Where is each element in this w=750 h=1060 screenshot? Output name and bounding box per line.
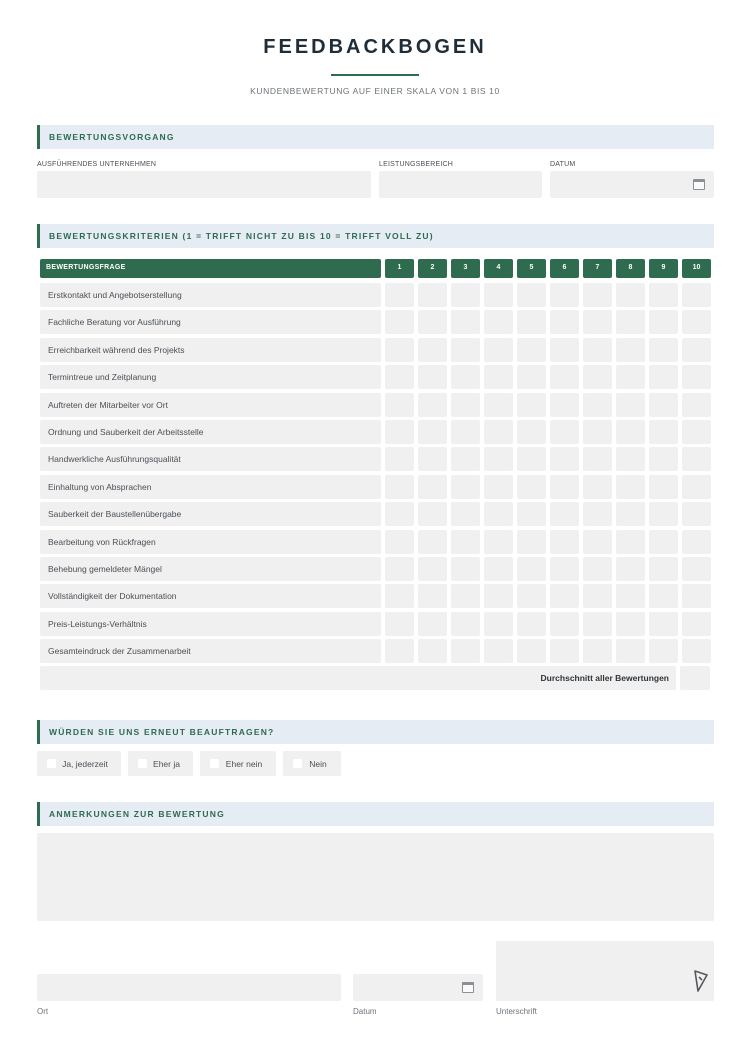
- rating-cell-q6-10[interactable]: [682, 420, 711, 444]
- date-field[interactable]: [550, 171, 714, 198]
- pen-icon: [693, 970, 709, 992]
- rating-cell-q12-7[interactable]: [583, 584, 612, 608]
- question-13: Preis-Leistungs-Verhältnis: [40, 612, 381, 636]
- rating-cell-q13-1[interactable]: [385, 612, 414, 636]
- rating-cell-q7-3[interactable]: [451, 447, 480, 471]
- rating-cell-q8-9[interactable]: [649, 475, 678, 499]
- rating-cell-q5-4[interactable]: [484, 393, 513, 417]
- rating-cell-q6-5[interactable]: [517, 420, 546, 444]
- rating-cell-q14-4[interactable]: [484, 639, 513, 663]
- section-process-header: [37, 125, 714, 149]
- calendar-icon[interactable]: [693, 179, 705, 190]
- page-title: FEEDBACKBOGEN: [263, 36, 487, 58]
- rating-cell-q11-7[interactable]: [583, 557, 612, 581]
- rating-cell-q8-4[interactable]: [484, 475, 513, 499]
- rating-cell-q5-3[interactable]: [451, 393, 480, 417]
- rating-cell-q5-6[interactable]: [550, 393, 579, 417]
- rating-cell-q8-6[interactable]: [550, 475, 579, 499]
- rating-cell-q11-4[interactable]: [484, 557, 513, 581]
- rating-cell-q4-5[interactable]: [517, 365, 546, 389]
- rating-cell-q10-3[interactable]: [451, 530, 480, 554]
- rating-cell-q2-3[interactable]: [451, 310, 480, 334]
- rating-cell-q8-5[interactable]: [517, 475, 546, 499]
- rating-cell-q1-10[interactable]: [682, 283, 711, 307]
- date-label: DATUM: [550, 161, 576, 168]
- rating-cell-q9-3[interactable]: [451, 502, 480, 526]
- rating-cell-q10-4[interactable]: [484, 530, 513, 554]
- rating-cell-q14-7[interactable]: [583, 639, 612, 663]
- signature-label: Unterschrift: [496, 1007, 537, 1016]
- title-underline: [331, 74, 419, 76]
- rating-cell-q3-8[interactable]: [616, 338, 645, 362]
- rating-cell-q7-1[interactable]: [385, 447, 414, 471]
- rating-cell-q11-5[interactable]: [517, 557, 546, 581]
- rating-cell-q8-1[interactable]: [385, 475, 414, 499]
- rating-cell-q14-1[interactable]: [385, 639, 414, 663]
- rating-cell-q4-2[interactable]: [418, 365, 447, 389]
- question-11: Behebung gemeldeter Mängel: [40, 557, 381, 581]
- rating-cell-q2-7[interactable]: [583, 310, 612, 334]
- rating-cell-q13-9[interactable]: [649, 612, 678, 636]
- rating-cell-q4-10[interactable]: [682, 365, 711, 389]
- rating-cell-q3-1[interactable]: [385, 338, 414, 362]
- rating-cell-q5-7[interactable]: [583, 393, 612, 417]
- rating-cell-q12-3[interactable]: [451, 584, 480, 608]
- rating-cell-q3-4[interactable]: [484, 338, 513, 362]
- rating-cell-q10-6[interactable]: [550, 530, 579, 554]
- rating-cell-q11-9[interactable]: [649, 557, 678, 581]
- rating-cell-q1-5[interactable]: [517, 283, 546, 307]
- rating-cell-q3-7[interactable]: [583, 338, 612, 362]
- question-10: Bearbeitung von Rückfragen: [40, 530, 381, 554]
- rating-cell-q2-9[interactable]: [649, 310, 678, 334]
- question-6: Ordnung und Sauberkeit der Arbeitsstelle: [40, 420, 381, 444]
- company-field[interactable]: [37, 171, 371, 198]
- rating-cell-q4-9[interactable]: [649, 365, 678, 389]
- rating-cell-q4-3[interactable]: [451, 365, 480, 389]
- rating-cell-q13-2[interactable]: [418, 612, 447, 636]
- signature-date-field[interactable]: [353, 974, 483, 1001]
- rating-cell-q7-7[interactable]: [583, 447, 612, 471]
- question-8: Einhaltung von Absprachen: [40, 475, 381, 499]
- rating-cell-q14-6[interactable]: [550, 639, 579, 663]
- rating-cell-q6-7[interactable]: [583, 420, 612, 444]
- page-subtitle: KUNDENBEWERTUNG AUF EINER SKALA VON 1 BIS 10: [250, 86, 500, 96]
- average-label: Durchschnitt aller Bewertungen: [40, 666, 676, 690]
- rating-cell-q1-6[interactable]: [550, 283, 579, 307]
- rating-cell-q7-9[interactable]: [649, 447, 678, 471]
- rating-cell-q12-5[interactable]: [517, 584, 546, 608]
- rating-cell-q9-10[interactable]: [682, 502, 711, 526]
- question-7: Handwerkliche Ausführungsqualität: [40, 447, 381, 471]
- rating-cell-q12-2[interactable]: [418, 584, 447, 608]
- place-label: Ort: [37, 1007, 49, 1016]
- signature-field[interactable]: [496, 941, 714, 1001]
- rating-cell-q9-4[interactable]: [484, 502, 513, 526]
- rating-cell-q12-10[interactable]: [682, 584, 711, 608]
- rating-cell-q6-1[interactable]: [385, 420, 414, 444]
- rating-cell-q9-7[interactable]: [583, 502, 612, 526]
- rating-cell-q9-6[interactable]: [550, 502, 579, 526]
- rating-cell-q11-6[interactable]: [550, 557, 579, 581]
- rehire-option-2[interactable]: [128, 751, 193, 776]
- service-field[interactable]: [379, 171, 542, 198]
- rating-cell-q5-10[interactable]: [682, 393, 711, 417]
- rating-cell-q12-4[interactable]: [484, 584, 513, 608]
- rating-cell-q14-3[interactable]: [451, 639, 480, 663]
- rating-cell-q3-6[interactable]: [550, 338, 579, 362]
- rating-cell-q2-1[interactable]: [385, 310, 414, 334]
- rating-cell-q7-5[interactable]: [517, 447, 546, 471]
- scale-header-10: 10: [682, 259, 711, 278]
- rating-cell-q11-10[interactable]: [682, 557, 711, 581]
- rating-cell-q5-2[interactable]: [418, 393, 447, 417]
- rating-cell-q1-8[interactable]: [616, 283, 645, 307]
- rating-cell-q7-2[interactable]: [418, 447, 447, 471]
- rating-cell-q6-6[interactable]: [550, 420, 579, 444]
- rehire-option-label: Eher ja: [153, 759, 180, 769]
- rating-cell-q7-8[interactable]: [616, 447, 645, 471]
- question-14: Gesamteindruck der Zusammenarbeit: [40, 639, 381, 663]
- rating-cell-q12-6[interactable]: [550, 584, 579, 608]
- rating-cell-q12-9[interactable]: [649, 584, 678, 608]
- rating-cell-q13-3[interactable]: [451, 612, 480, 636]
- rating-cell-q1-4[interactable]: [484, 283, 513, 307]
- rehire-option-label: Eher nein: [225, 759, 263, 769]
- rating-cell-q12-8[interactable]: [616, 584, 645, 608]
- rating-cell-q14-5[interactable]: [517, 639, 546, 663]
- rehire-option-3[interactable]: [200, 751, 276, 776]
- rating-cell-q13-5[interactable]: [517, 612, 546, 636]
- scale-header-5: 5: [517, 259, 546, 278]
- rating-cell-q10-5[interactable]: [517, 530, 546, 554]
- rating-cell-q4-4[interactable]: [484, 365, 513, 389]
- rating-cell-q10-2[interactable]: [418, 530, 447, 554]
- rating-cell-q9-8[interactable]: [616, 502, 645, 526]
- section-notes-title: ANMERKUNGEN ZUR BEWERTUNG: [49, 809, 225, 819]
- section-notes-header: [37, 802, 714, 826]
- rating-cell-q13-8[interactable]: [616, 612, 645, 636]
- rating-cell-q6-2[interactable]: [418, 420, 447, 444]
- rating-cell-q1-9[interactable]: [649, 283, 678, 307]
- rating-cell-q11-1[interactable]: [385, 557, 414, 581]
- average-score-field[interactable]: [680, 666, 710, 690]
- rating-cell-q6-8[interactable]: [616, 420, 645, 444]
- rating-cell-q3-3[interactable]: [451, 338, 480, 362]
- scale-header-6: 6: [550, 259, 579, 278]
- rating-cell-q3-9[interactable]: [649, 338, 678, 362]
- rating-cell-q2-10[interactable]: [682, 310, 711, 334]
- rating-cell-q9-5[interactable]: [517, 502, 546, 526]
- rating-cell-q2-8[interactable]: [616, 310, 645, 334]
- rating-cell-q2-5[interactable]: [517, 310, 546, 334]
- section-criteria-header: [37, 224, 714, 248]
- rating-cell-q1-7[interactable]: [583, 283, 612, 307]
- rating-cell-q14-8[interactable]: [616, 639, 645, 663]
- question-5: Auftreten der Mitarbeiter vor Ort: [40, 393, 381, 417]
- rating-cell-q13-4[interactable]: [484, 612, 513, 636]
- scale-header-7: 7: [583, 259, 612, 278]
- scale-header-4: 4: [484, 259, 513, 278]
- rating-cell-q5-1[interactable]: [385, 393, 414, 417]
- rating-cell-q1-3[interactable]: [451, 283, 480, 307]
- rehire-option-4[interactable]: [283, 751, 341, 776]
- scale-header-9: 9: [649, 259, 678, 278]
- scale-header-2: 2: [418, 259, 447, 278]
- rating-cell-q4-7[interactable]: [583, 365, 612, 389]
- rehire-option-label: Ja, jederzeit: [62, 759, 108, 769]
- rating-cell-q10-7[interactable]: [583, 530, 612, 554]
- rating-cell-q9-9[interactable]: [649, 502, 678, 526]
- question-4: Termintreue und Zeitplanung: [40, 365, 381, 389]
- rating-cell-q3-5[interactable]: [517, 338, 546, 362]
- rating-cell-q11-8[interactable]: [616, 557, 645, 581]
- rating-cell-q7-4[interactable]: [484, 447, 513, 471]
- rating-cell-q3-10[interactable]: [682, 338, 711, 362]
- scale-header-1: 1: [385, 259, 414, 278]
- question-9: Sauberkeit der Baustellenübergabe: [40, 502, 381, 526]
- rating-cell-q7-6[interactable]: [550, 447, 579, 471]
- rating-cell-q7-10[interactable]: [682, 447, 711, 471]
- rating-cell-q10-10[interactable]: [682, 530, 711, 554]
- rating-cell-q10-8[interactable]: [616, 530, 645, 554]
- rating-cell-q9-2[interactable]: [418, 502, 447, 526]
- section-process-title: BEWERTUNGSVORGANG: [49, 132, 175, 142]
- rating-cell-q11-3[interactable]: [451, 557, 480, 581]
- rating-cell-q4-1[interactable]: [385, 365, 414, 389]
- calendar-icon[interactable]: [462, 982, 474, 993]
- rating-cell-q14-9[interactable]: [649, 639, 678, 663]
- rating-cell-q13-7[interactable]: [583, 612, 612, 636]
- rating-cell-q5-9[interactable]: [649, 393, 678, 417]
- rating-cell-q2-6[interactable]: [550, 310, 579, 334]
- rating-cell-q8-2[interactable]: [418, 475, 447, 499]
- rating-cell-q9-1[interactable]: [385, 502, 414, 526]
- signature-date-label: Datum: [353, 1007, 377, 1016]
- rating-cell-q10-9[interactable]: [649, 530, 678, 554]
- notes-textarea[interactable]: [37, 833, 714, 921]
- place-field[interactable]: [37, 974, 341, 1001]
- rating-cell-q1-2[interactable]: [418, 283, 447, 307]
- rehire-option-1[interactable]: [37, 751, 121, 776]
- company-label: AUSFÜHRENDES UNTERNEHMEN: [37, 161, 157, 168]
- service-label: LEISTUNGSBEREICH: [379, 161, 453, 168]
- question-12: Vollständigkeit der Dokumentation: [40, 584, 381, 608]
- rating-cell-q3-2[interactable]: [418, 338, 447, 362]
- section-rehire-header: [37, 720, 714, 744]
- rating-cell-q14-2[interactable]: [418, 639, 447, 663]
- rating-cell-q8-7[interactable]: [583, 475, 612, 499]
- rating-cell-q14-10[interactable]: [682, 639, 711, 663]
- rating-cell-q1-1[interactable]: [385, 283, 414, 307]
- rating-cell-q5-8[interactable]: [616, 393, 645, 417]
- rating-cell-q8-8[interactable]: [616, 475, 645, 499]
- rating-cell-q13-6[interactable]: [550, 612, 579, 636]
- rating-cell-q6-3[interactable]: [451, 420, 480, 444]
- rating-cell-q12-1[interactable]: [385, 584, 414, 608]
- rating-cell-q6-4[interactable]: [484, 420, 513, 444]
- rating-cell-q13-10[interactable]: [682, 612, 711, 636]
- rating-cell-q4-8[interactable]: [616, 365, 645, 389]
- section-criteria-title: BEWERTUNGSKRITERIEN (1 = TRIFFT NICHT ZU BIS 10 = TRIFFT VOLL ZU): [49, 231, 434, 241]
- rating-cell-q4-6[interactable]: [550, 365, 579, 389]
- rating-cell-q10-1[interactable]: [385, 530, 414, 554]
- rating-cell-q2-4[interactable]: [484, 310, 513, 334]
- rating-cell-q8-3[interactable]: [451, 475, 480, 499]
- scale-header-8: 8: [616, 259, 645, 278]
- rating-cell-q5-5[interactable]: [517, 393, 546, 417]
- rating-cell-q2-2[interactable]: [418, 310, 447, 334]
- scale-header-3: 3: [451, 259, 480, 278]
- section-rehire-title: WÜRDEN SIE UNS ERNEUT BEAUFTRAGEN?: [49, 727, 275, 737]
- rating-cell-q6-9[interactable]: [649, 420, 678, 444]
- question-column-header: BEWERTUNGSFRAGE: [40, 259, 381, 278]
- rating-cell-q8-10[interactable]: [682, 475, 711, 499]
- rehire-option-label: Nein: [309, 759, 327, 769]
- rating-cell-q11-2[interactable]: [418, 557, 447, 581]
- question-1: Erstkontakt und Angebotserstellung: [40, 283, 381, 307]
- question-3: Erreichbarkeit während des Projekts: [40, 338, 381, 362]
- question-2: Fachliche Beratung vor Ausführung: [40, 310, 381, 334]
